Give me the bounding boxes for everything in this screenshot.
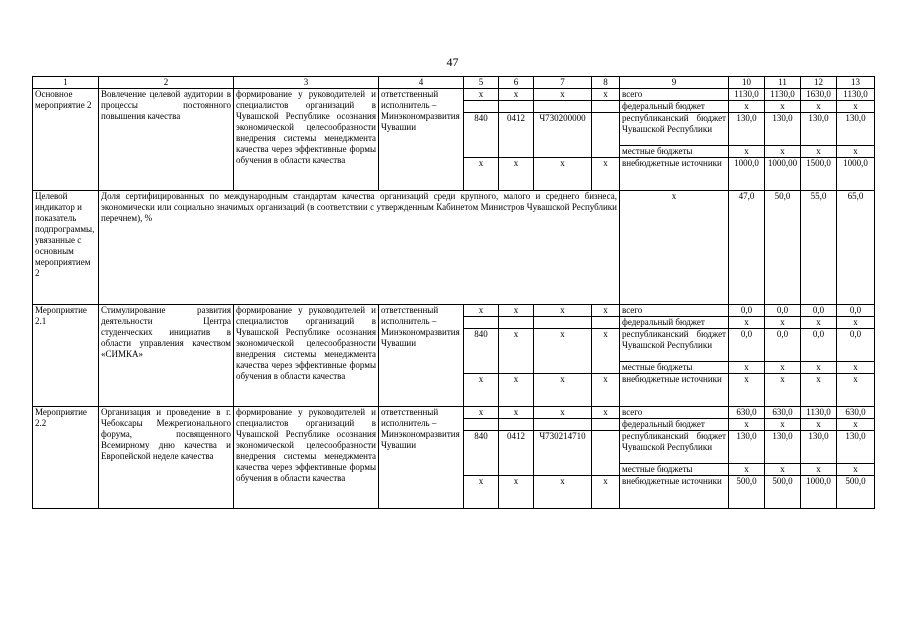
header-cell: 12 [801,77,837,89]
funding-source: республиканский бюджет Чувашской Республики [620,113,729,146]
amount-cell: 0,0 [837,305,875,317]
amount-cell: х [837,317,875,329]
funding-source: всего [620,89,729,101]
code-cell [592,317,620,329]
code-cell: х [464,158,499,191]
code-cell: х [464,305,499,317]
code-cell: х [464,476,499,509]
code-cell [534,317,592,329]
funding-source: внебюджетные источники [620,374,729,407]
measure-goal: формирование у руководителей и специалистов организаций в Чувашской Республике осознания экономической целесообразности внедрения системы менеджмента качества через эффективные формы обучения в области качества [234,305,379,407]
funding-source: федеральный бюджет [620,101,729,113]
header-cell: 8 [592,77,620,89]
amount-cell: х [765,317,801,329]
amount-cell: 1130,0 [801,407,837,419]
funding-source: федеральный бюджет [620,419,729,431]
amount-cell: х [837,146,875,158]
code-cell: х [499,374,534,407]
amount-cell: х [729,362,765,374]
code-cell: х [534,374,592,407]
code-cell: х [499,158,534,191]
amount-cell: 1630,0 [801,89,837,101]
code-cell: 840 [464,329,499,374]
amount-cell: 1000,0 [729,158,765,191]
header-cell: 3 [234,77,379,89]
code-cell: 0412 [499,431,534,476]
funding-source: республиканский бюджет Чувашской Республики [620,431,729,464]
funding-source: всего [620,407,729,419]
amount-cell: 1000,0 [801,476,837,509]
funding-source: местные бюджеты [620,146,729,158]
code-cell: х [534,89,592,101]
funding-source: внебюджетные источники [620,158,729,191]
amount-cell: х [729,464,765,476]
amount-cell: 0,0 [801,305,837,317]
code-cell: х [592,89,620,101]
code-cell: Ч730200000 [534,113,592,158]
amount-cell: х [765,464,801,476]
code-cell: х [464,89,499,101]
amount-cell: х [837,362,875,374]
funding-source: внебюджетные источники [620,476,729,509]
code-cell: х [499,476,534,509]
funding-source: местные бюджеты [620,464,729,476]
code-cell: Ч730214710 [534,431,592,476]
amount-cell: х [801,419,837,431]
code-cell: х [534,329,592,374]
table-row [33,89,875,101]
amount-cell: х [729,374,765,407]
header-cell: 6 [499,77,534,89]
header-cell: 2 [99,77,234,89]
measure-description: Вовлечение целевой аудитории в процессы постоянного повышения качества [99,89,234,191]
indicator-source: х [620,191,729,305]
header-row [33,77,875,89]
amount-cell: 0,0 [729,305,765,317]
amount-cell: 130,0 [729,113,765,146]
code-cell [464,419,499,431]
code-cell: х [592,329,620,374]
code-cell: х [592,374,620,407]
code-cell: х [534,476,592,509]
amount-cell: х [729,317,765,329]
amount-cell: х [837,419,875,431]
amount-cell: 130,0 [837,113,875,146]
header-cell: 1 [33,77,99,89]
amount-cell: х [765,101,801,113]
amount-cell: 130,0 [801,113,837,146]
measure-name: Мероприятие 2.1 [33,305,99,407]
indicator-name: Целевой индикатор и показатель подпрограммы, увязанные с основным мероприятием 2 [33,191,99,305]
amount-cell: 0,0 [729,329,765,362]
code-cell [499,317,534,329]
table-row [33,305,875,317]
amount-cell: 1130,0 [765,89,801,101]
amount-cell: х [729,101,765,113]
code-cell [499,101,534,113]
amount-cell: 130,0 [729,431,765,464]
amount-cell: х [801,101,837,113]
code-cell [592,113,620,158]
header-cell: 11 [765,77,801,89]
amount-cell: 130,0 [837,431,875,464]
funding-source: федеральный бюджет [620,317,729,329]
code-cell [592,431,620,476]
amount-cell: х [837,101,875,113]
amount-cell: х [765,146,801,158]
amount-cell: 1000,00 [765,158,801,191]
amount-cell: 130,0 [765,113,801,146]
code-cell: х [592,305,620,317]
amount-cell: 1000,0 [837,158,875,191]
measure-responsible: ответственный исполнитель – Минэкономразвития Чувашии [379,305,464,407]
amount-cell: х [729,146,765,158]
amount-cell: 1500,0 [801,158,837,191]
table-row [33,407,875,419]
indicator-value: 47,0 [729,191,765,305]
amount-cell: 630,0 [837,407,875,419]
amount-cell: 130,0 [765,431,801,464]
code-cell: х [534,407,592,419]
funding-source: всего [620,305,729,317]
funding-source: республиканский бюджет Чувашской Республики [620,329,729,362]
amount-cell: 1130,0 [729,89,765,101]
code-cell: 0412 [499,113,534,158]
header-cell: 10 [729,77,765,89]
code-cell [464,101,499,113]
code-cell [534,101,592,113]
code-cell [592,419,620,431]
code-cell: х [592,476,620,509]
code-cell: х [499,89,534,101]
code-cell [592,101,620,113]
code-cell [499,419,534,431]
amount-cell: х [801,362,837,374]
amount-cell: х [801,464,837,476]
amount-cell: 1130,0 [837,89,875,101]
header-cell: 4 [379,77,464,89]
code-cell: х [499,305,534,317]
header-cell: 7 [534,77,592,89]
indicator-value: 65,0 [837,191,875,305]
code-cell: 840 [464,113,499,158]
measure-description: Организация и проведение в г. Чебоксары Межрегионального форума, посвященного Всемирному дню качества и Европейской неделе качества [99,407,234,509]
amount-cell: х [729,419,765,431]
funding-source: местные бюджеты [620,362,729,374]
code-cell: х [499,407,534,419]
code-cell: х [592,158,620,191]
indicator-value: 55,0 [801,191,837,305]
measure-goal: формирование у руководителей и специалистов организаций в Чувашской Республике осознания экономической целесообразности внедрения системы менеджмента качества через эффективные формы обучения в области качества [234,407,379,509]
amount-cell: 500,0 [729,476,765,509]
header-cell: 13 [837,77,875,89]
amount-cell: 130,0 [801,431,837,464]
measure-name: Основное мероприятие 2 [33,89,99,191]
code-cell: х [534,158,592,191]
amount-cell: х [765,419,801,431]
amount-cell: 630,0 [729,407,765,419]
code-cell: х [534,305,592,317]
code-cell: х [499,329,534,374]
measure-name: Мероприятие 2.2 [33,407,99,509]
amount-cell: х [801,146,837,158]
amount-cell: х [801,317,837,329]
amount-cell: х [765,362,801,374]
indicator-row [33,191,875,305]
budget-table [32,76,875,509]
amount-cell: 0,0 [765,329,801,362]
amount-cell: х [837,374,875,407]
code-cell [464,317,499,329]
amount-cell: 500,0 [765,476,801,509]
measure-responsible: ответственный исполнитель – Минэкономразвития Чувашии [379,407,464,509]
indicator-value: 50,0 [765,191,801,305]
measure-goal: формирование у руководителей и специалистов организаций в Чувашской Республике осознания экономической целесообразности внедрения системы менеджмента качества через эффективные формы обучения в области качества [234,89,379,191]
page-number: 47 [446,55,459,69]
code-cell [534,419,592,431]
code-cell: х [592,407,620,419]
amount-cell: 0,0 [765,305,801,317]
amount-cell: х [765,374,801,407]
amount-cell: 500,0 [837,476,875,509]
measure-responsible: ответственный исполнитель – Минэкономразвития Чувашии [379,89,464,191]
code-cell: х [464,407,499,419]
amount-cell: х [837,464,875,476]
amount-cell: 630,0 [765,407,801,419]
code-cell: х [464,374,499,407]
measure-description: Стимулирование развития деятельности Центра студенческих инициатив в области управления качеством «СИМКА» [99,305,234,407]
header-cell: 9 [620,77,729,89]
amount-cell: 0,0 [801,329,837,362]
indicator-text: Доля сертифицированных по международным стандартам качества организаций среди крупного, малого и среднего бизнеса, экономически или социально значимых организаций (в соответствии с утвержденным Кабинетом Министров Чувашской Республики перечнем), % [99,191,620,305]
header-cell: 5 [464,77,499,89]
amount-cell: 0,0 [837,329,875,362]
amount-cell: х [801,374,837,407]
code-cell: 840 [464,431,499,476]
